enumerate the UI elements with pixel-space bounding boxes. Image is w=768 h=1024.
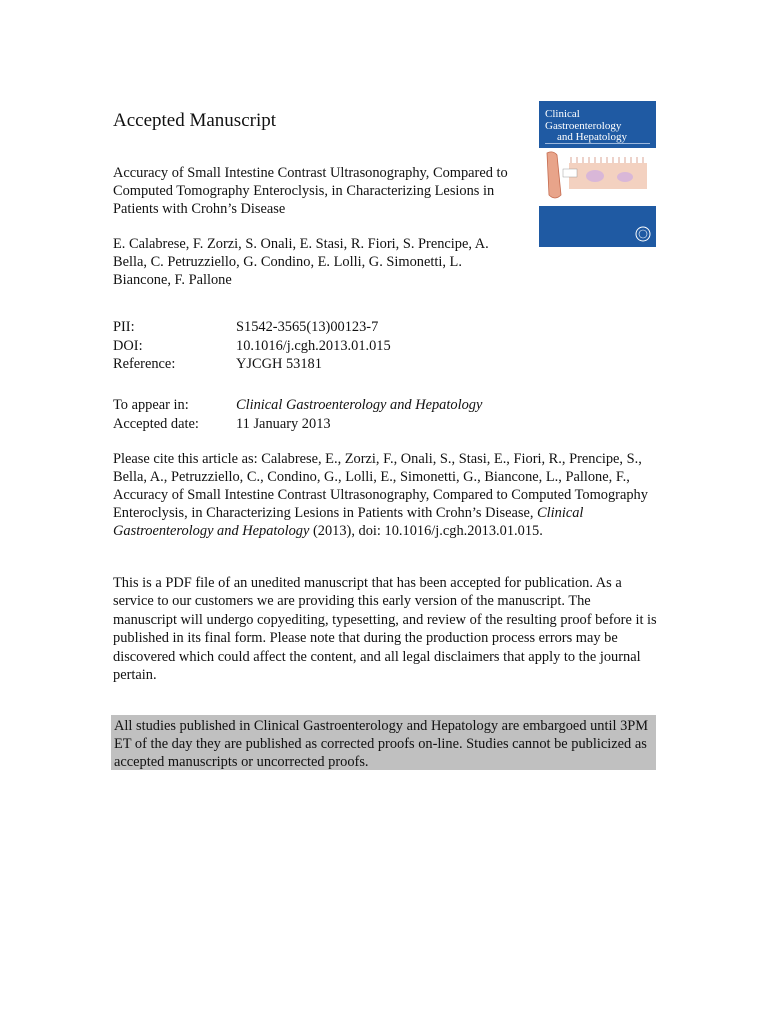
cover-lesion-1 (586, 170, 604, 182)
accepted-label: Accepted date: (113, 415, 199, 432)
page-heading: Accepted Manuscript (113, 110, 277, 131)
citation-journal: Clinical Gastroenterology and Hepatology (113, 505, 584, 539)
citation-suffix: (2013), doi: 10.1016/j.cgh.2013.01.015. (309, 523, 543, 539)
pii-label: PII: (113, 319, 135, 335)
accepted-row (113, 415, 482, 434)
cover-lesion-2 (617, 172, 633, 182)
doi-row (113, 337, 391, 356)
publication-info (113, 396, 482, 433)
accepted-date: 11 January 2013 (236, 415, 331, 432)
article-identifiers (113, 318, 391, 374)
appear-label: To appear in: (113, 397, 189, 413)
cover-mucosa-band (569, 163, 647, 189)
cover-inset-label (563, 169, 577, 177)
pii-value: S1542-3565(13)00123-7 (236, 319, 379, 335)
cover-title-line3: and Hepatology (557, 131, 627, 143)
citation-prefix: Please cite this article as: Calabrese, E., Zorzi, F., Onali, S., Stasi, E., Fiori, R., Prencipe, S., Bella, A., Petruzziello, C., Condino, G., Lolli, E., Simonetti, G., Biancone, L., Pallone, F., Accuracy of Small Intestine Contrast Ultrasonography, Compared to Computed Tomography Enteroclysis, in Characterizing Lesions in Patients with Crohn’s Disease, (113, 451, 648, 521)
cover-title-line2: Gastroenterology (545, 120, 622, 132)
cover-title-line1: Clinical (545, 108, 580, 120)
pii-row (113, 318, 391, 337)
reference-value: YJCGH 53181 (236, 356, 322, 372)
citation-block (113, 450, 658, 540)
doi-value: 10.1016/j.cgh.2013.01.015 (236, 337, 391, 354)
doi-label: DOI: (113, 337, 143, 354)
cover-rule (545, 143, 650, 144)
appear-row (113, 396, 482, 415)
reference-label: Reference: (113, 356, 176, 372)
reference-row (113, 355, 391, 374)
journal-cover-image (539, 101, 656, 247)
author-list: E. Calabrese, F. Zorzi, S. Onali, E. Stasi, R. Fiori, S. Prencipe, A. Bella, C. Petruzziello, G. Condino, E. Lolli, G. Simonetti, L. Biancone, F. Pallone (113, 236, 489, 288)
manuscript-notice: This is a PDF file of an unedited manuscript that has been accepted for publication. As a service to our customers we are providing this early version of the manuscript. The manuscript will undergo copyediting, typesetting, and review of the resulting proof before it is published in its final form. Please note that during the production process errors may be discovered which could affect the content, and all legal disclaimers that apply to the journal pertain. (113, 575, 657, 684)
article-title: Accuracy of Small Intestine Contrast Ultrasonography, Compared to Computed Tomography Enteroclysis, in Characterizing Lesions in Patients with Crohn’s Disease (113, 165, 508, 217)
journal-name: Clinical Gastroenterology and Hepatology (236, 397, 483, 413)
embargo-notice: All studies published in Clinical Gastroenterology and Hepatology are embargoed until 3PM ET of the day they are published as corrected proofs on-line. Studies cannot be publicized as accepted manuscripts or uncorrected proofs. (111, 715, 656, 770)
